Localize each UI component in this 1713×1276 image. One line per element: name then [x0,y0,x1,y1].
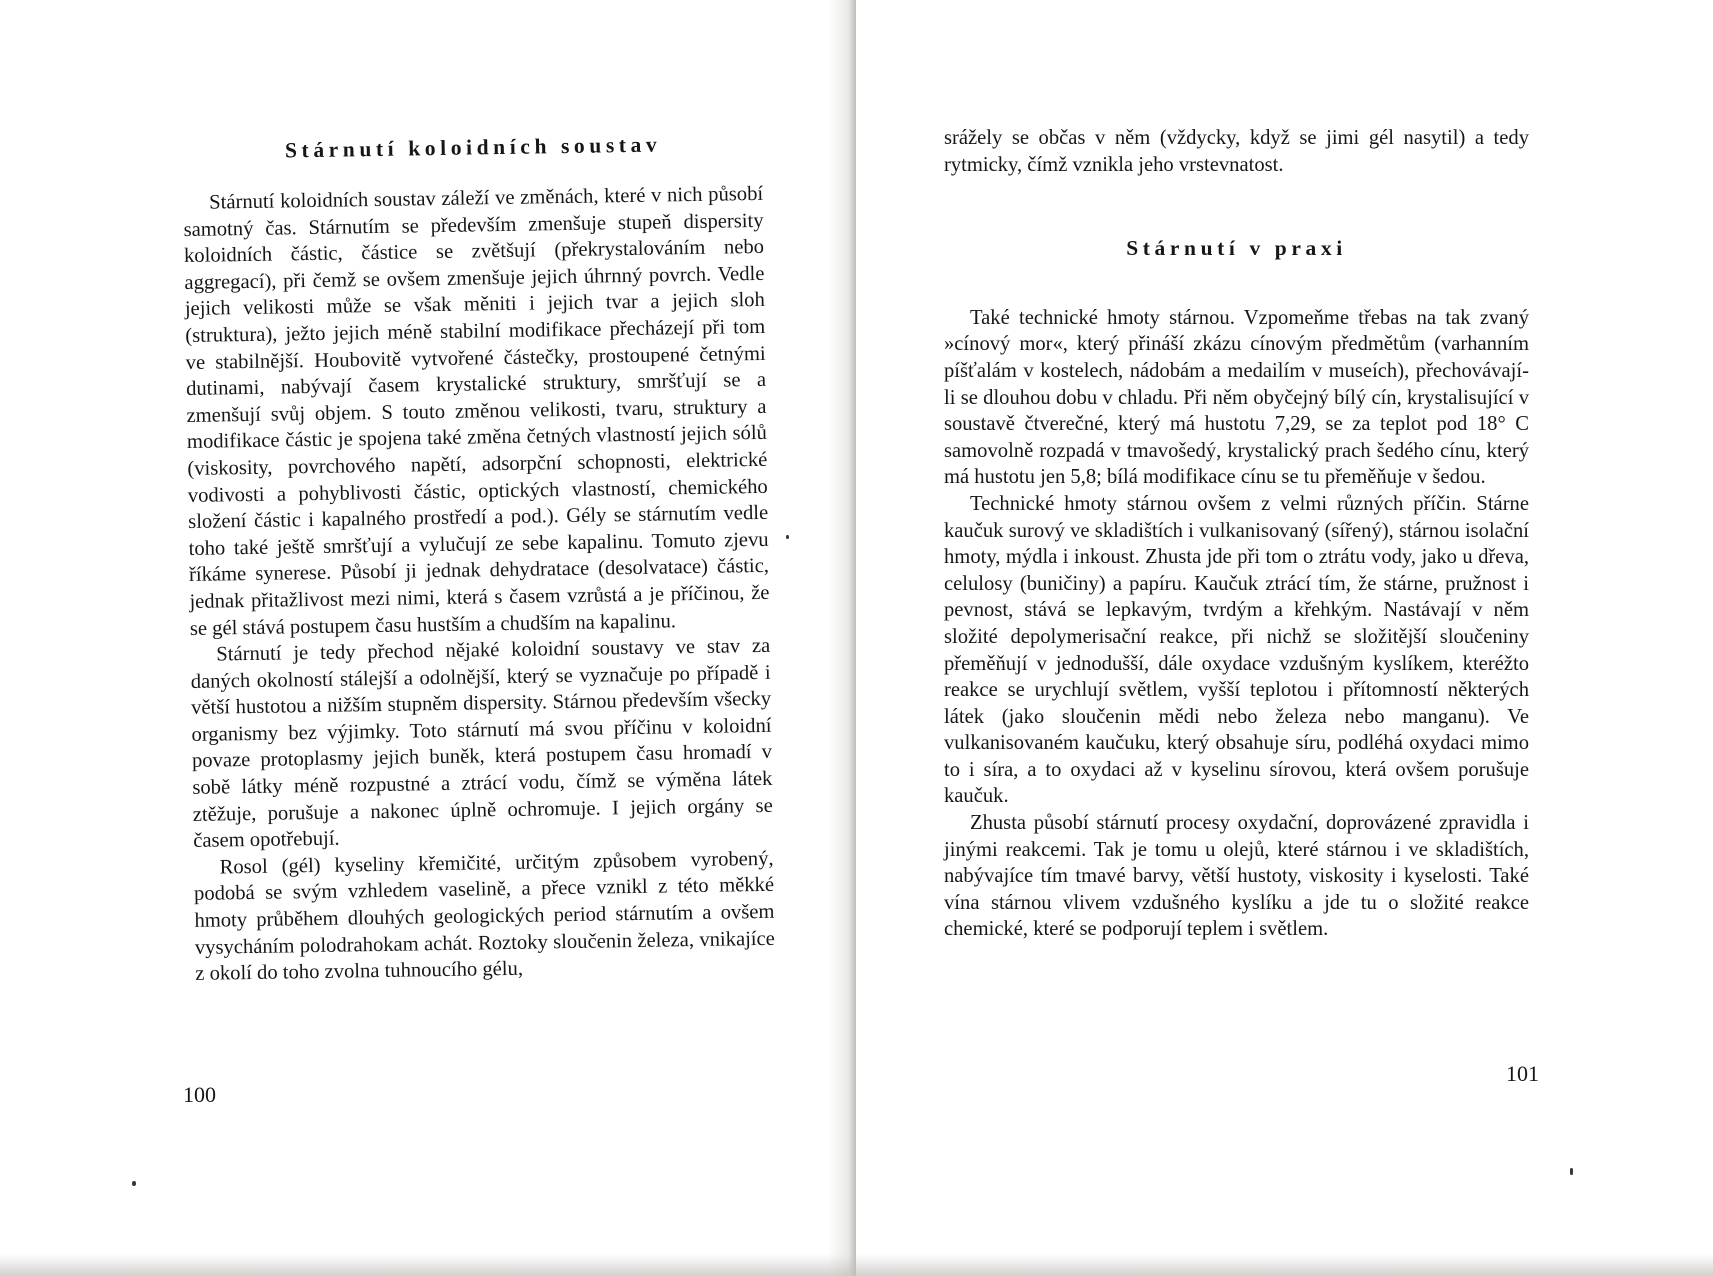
right-continuation-paragraph: srážely se občas v něm (vždycky, když se jimi gél nasytil) a tedy rytmicky, čímž vznikla jeho vrstevnatost. [944,127,1529,176]
print-speck [132,1181,136,1186]
left-paragraph-2: Stárnutí je tedy přechod nějaké koloidní soustavy ve stav za daných okolností stálejší a odolnější, který se vyznačuje po případě i větší hustotou a nižším stupněm dispersity. Stárnou především všecky organismy bez výjimky. Toto stárnutí má svou příčinu v koloidní povaze protoplasmy jejich buněk, která postupem času hromadí v sobě látky méně rozpustné a ztrácí vodu, čímž se výměna látek ztěžuje, porušuje a nakonec úplně ochromuje. I jejich orgány se časem opotřebují. [190,634,773,853]
left-paragraph-3: Rosol (gél) kyseliny křemičité, určitým způsobem vyrobený, podobá se svým vzhledem vaselině, a přece vznikl z této měkké hmoty průběhem dlouhých geologických period stárnutím a ovšem vysycháním polodrahokam achát. Roztoky sloučenin železa, vnikajíce z okolí do toho zvolna tuhnoucího gélu, [193,847,776,986]
right-paragraph-3: Zhusta působí stárnutí procesy oxydační, doprovázené zpravidla i jinými reakcemi. Tak je tomu u olejů, které stárnou i ve skladištích, nabývajíce tím tmavé barvy, větší hustoty, viskosity i kyselosti. Také vína stárnou vlivem vzdušného kyslíku a jde tu o složité reakce chemické, které se podporují teplem i světlem. [944,812,1529,941]
right-paragraph-1: Také technické hmoty stárnou. Vzpomeňme třebas na tak zvaný »cínový mor«, který přináší zkázu cínovým předmětům (varhanním píšťalám v kostelech, nádobám a medailím v museích), přechovávají-li se dlouhou dobu v chladu. Při něm obyčejný bílý cín, krystalisující v soustavě čtverečné, který má hustotu 7,29, se za teplot pod 18° C samovolně rozpadá v tmavošedý, krystalický prach šedého cínu, který má hustotu jen 5,8; bílá modifikace cínu se tu přeměňuje v šedou. [944,306,1529,489]
left-paragraph-1: Stárnutí koloidních soustav záleží ve změnách, které v nich působí samotný čas. Stárnutím se především zmenšuje stupeň dispersity koloidních částic, částice se zvětšují (překrystalováním nebo aggregací), při čemž se ovšem zmenšuje jejich úhrnný povrch. Vedle jejich velikosti může se však měniti i jejich tvar a jejich sloh (struktura), ježto jejich méně stabilní modifikace přecházejí při tom ve stabilnější. Houbovitě vytvořené částečky, prostoupené četnými dutinami, nabývají časem krystalické struktury, smršťují se a zmenšují svůj objem. S touto změnou velikosti, tvaru, struktury a modifikace částic je spojena také změna četných vlastností jejich sólů (viskosity, povrchového napětí, adsorpční schopnosti, elektrické vodivosti a pohyblivosti částic, optických vlastností, chemického složení částic i kapalného prostředí a pod.). Gély se stárnutím vedle toho také ještě smršťují a vylučují ze sebe kapalinu. Tomuto zjevu říkáme synerese. Působí ji jednak dehydratace (desolvatace) částic, jednak přitažlivost mezi nimi, která s časem vzrůstá a je příčinou, že se gél stává postupem času hustším a chudším na kapalinu. [183,182,770,640]
right-page-number: 101 [1506,1061,1539,1086]
page-bottom-shadow [0,1254,1713,1276]
right-paragraph-2: Technické hmoty stárnou ovšem z velmi různých příčin. Stárne kaučuk surový ve skladištích i vulkanisovaný (sířený), stárnou isolační hmoty, mýdla i inkoust. Zhusta jde při tom o ztrátu vody, jako u dřeva, celulosy (buničiny) a papíru. Kaučuk ztrácí tím, že stárne, pružnost i pevnost, stává se lepkavým, tvrdým a křehkým. Nastávají v něm složité depolymerisační reakce, při nichž se složitější sloučeniny přeměňují v jednodušší, dále oxydace vzdušným kyslíkem, kteréžto reakce se urychlují světlem, vyšší teplotou i přítomností některých látek (jako sloučenin mědi nebo železa nebo manganu). Ve vulkanisovaném kaučuku, který obsahuje síru, podléhá oxydaci mimo to i síra, a to oxydaci až v kyselinu sírovou, která ovšem porušuje kaučuk. [944,492,1529,808]
left-page-body [183,181,775,988]
right-page-body [944,125,1529,943]
left-page-number: 100 [183,1082,216,1107]
print-speck [786,535,789,539]
left-page-heading: Stárnutí koloidních soustav [284,132,662,163]
right-page [856,0,1713,1276]
print-speck [1570,1168,1573,1175]
right-page-heading: Stárnutí v praxi [1126,236,1347,261]
left-page [0,0,856,1276]
